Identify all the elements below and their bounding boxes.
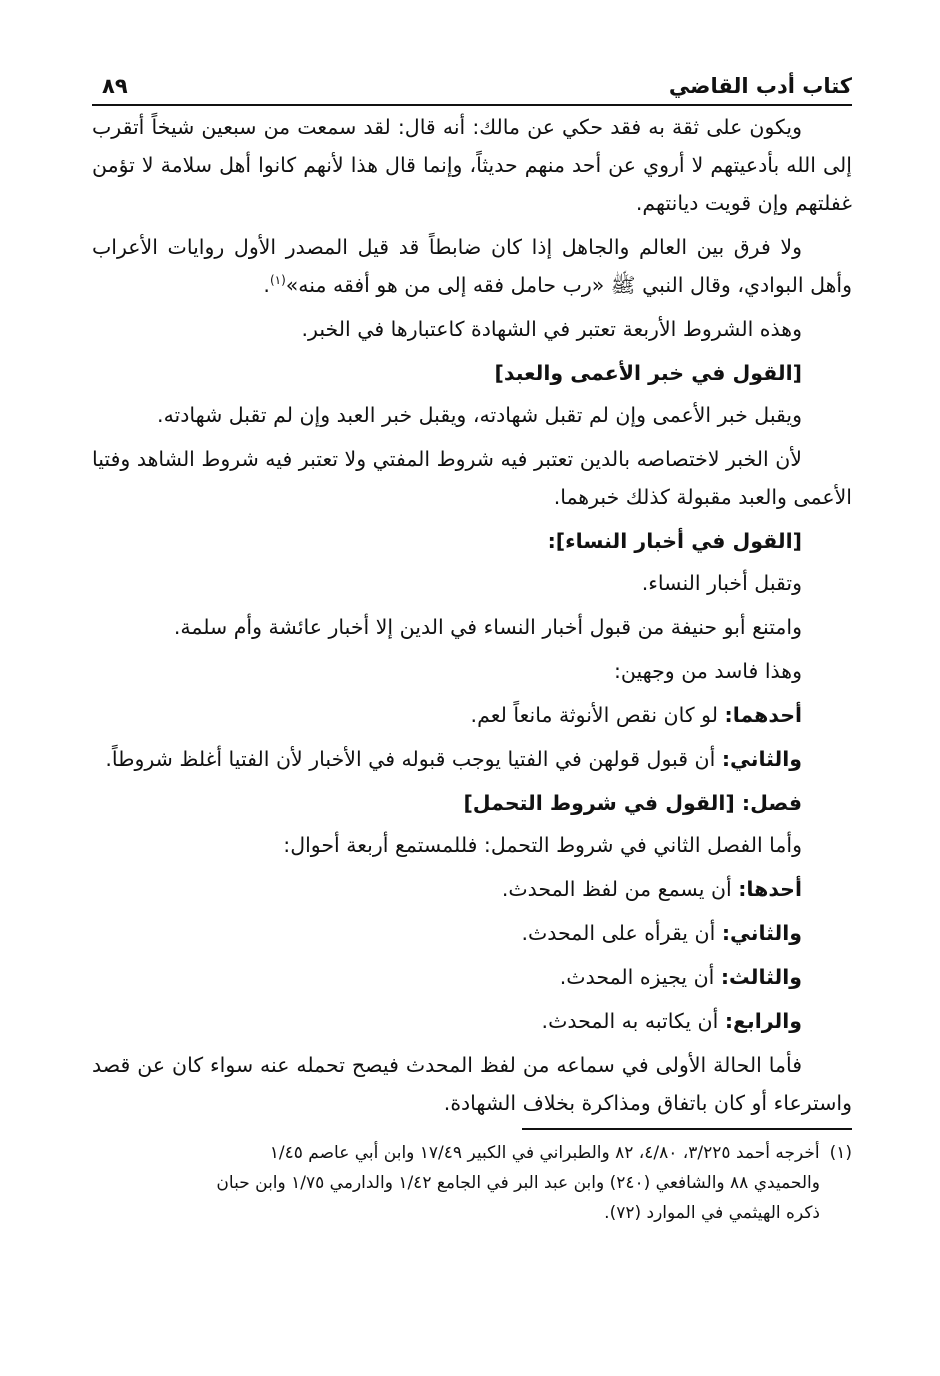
footnote-line: والحميدي ٨٨ والشافعي (٢٤٠) وابن عبد البر في الجامع ١/٤٢ والدارمي ١/٧٥ وابن حبان <box>216 1173 820 1193</box>
section-label: فصل: <box>741 791 802 815</box>
paragraph <box>92 696 852 734</box>
item-label: أحدها: <box>738 877 802 901</box>
running-header <box>92 70 852 106</box>
footnote-separator <box>522 1128 852 1130</box>
section-title: [القول في شروط التحمل] <box>463 791 735 815</box>
item-text: أن يسمع من لفظ المحدث. <box>501 877 732 901</box>
paragraph: وامتنع أبو حنيفة من قبول أخبار النساء في الدين إلا أخبار عائشة وأم سلمة. <box>173 615 802 639</box>
paragraph: وتقبل أخبار النساء. <box>641 571 802 595</box>
item-label: والرابع: <box>724 1009 802 1033</box>
item-text: أن يقرأه على المحدث. <box>521 921 716 945</box>
page <box>92 70 852 1228</box>
list-item <box>92 958 852 996</box>
footnote-line <box>92 1138 852 1168</box>
list-item <box>92 914 852 952</box>
section-heading: [القول في خبر الأعمى والعبد] <box>494 361 802 385</box>
footnote-line: ذكره الهيثمي في الموارد (٧٢). <box>604 1203 820 1223</box>
book-title: كتاب أدب القاضي <box>668 74 852 98</box>
paragraph: وهذا فاسد من وجهين: <box>613 659 802 683</box>
item-label: والثاني: <box>721 747 802 771</box>
footnote-number: (١) <box>829 1143 852 1163</box>
item-label: والثاني: <box>721 921 802 945</box>
paragraph: ولا فرق بين العالم والجاهل إذا كان ضابطاً قد قيل المصدر الأول روايات الأعراب وأهل البوادي، وقال النبي ﷺ «رب حامل فقه إلى من هو أفقه منه»$^{(١)}$. <box>92 235 852 297</box>
list-item <box>92 1002 852 1040</box>
section-heading: [القول في أخبار النساء]: <box>547 529 802 553</box>
section-heading <box>92 784 852 822</box>
paragraph: ويكون على ثقة به فقد حكي عن مالك: أنه قال: لقد سمعت من سبعين شيخاً أتقرب إلى الله بأدعيتهم لا أروي عن أحد منهم حديثاً، وإنما قال هذا لأنهم كانوا أهل سلامة لا تؤمن غفلتهم وإن قويت ديانتهم. <box>92 115 852 215</box>
page-number: ٨٩ <box>102 74 128 98</box>
item-text: أن قبول قولهن في الفتيا يوجب قبوله في الأخبار لأن الفتيا أغلظ شروطاً. <box>105 747 716 771</box>
item-text: لو كان نقص الأنوثة مانعاً لعم. <box>470 703 718 727</box>
paragraph: ويقبل خبر الأعمى وإن لم تقبل شهادته، ويقبل خبر العبد وإن لم تقبل شهادته. <box>157 403 802 427</box>
item-label: والثالث: <box>720 965 802 989</box>
paragraph: وهذه الشروط الأربعة تعتبر في الشهادة كاعتبارها في الخبر. <box>301 317 802 341</box>
footnote <box>92 1138 852 1228</box>
footnote-reference: (١) <box>269 273 286 288</box>
item-text: أن يكاتبه به المحدث. <box>541 1009 719 1033</box>
paragraph: وأما الفصل الثاني في شروط التحمل: فللمستمع أربعة أحوال: <box>283 833 802 857</box>
paragraph-text: ولا فرق بين العالم والجاهل إذا كان ضابطاً قد قيل المصدر الأول روايات الأعراب وأهل البوادي، وقال النبي ﷺ «رب حامل فقه إلى من هو أفقه منه» <box>92 235 852 297</box>
main-text <box>92 108 852 1122</box>
item-text: أن يجيزه المحدث. <box>559 965 715 989</box>
footnote-text: أخرجه أحمد ٣/٢٢٥، ٤/٨٠، ٨٢ والطبراني في الكبير ١٧/٤٩ وابن أبي عاصم ١/٤٥ <box>269 1143 820 1163</box>
list-item <box>92 870 852 908</box>
paragraph: فأما الحالة الأولى في سماعه من لفظ المحدث فيصح تحمله عنه سواء كان عن قصد واسترعاء أو كان باتفاق ومذاكرة بخلاف الشهادة. <box>92 1053 852 1115</box>
paragraph: لأن الخبر لاختصاصه بالدين تعتبر فيه شروط المفتي ولا تعتبر فيه شروط الشاهد وفتيا الأعمى والعبد مقبولة كذلك خبرهما. <box>92 447 852 509</box>
paragraph <box>92 740 852 778</box>
item-label: أحدهما: <box>724 703 802 727</box>
